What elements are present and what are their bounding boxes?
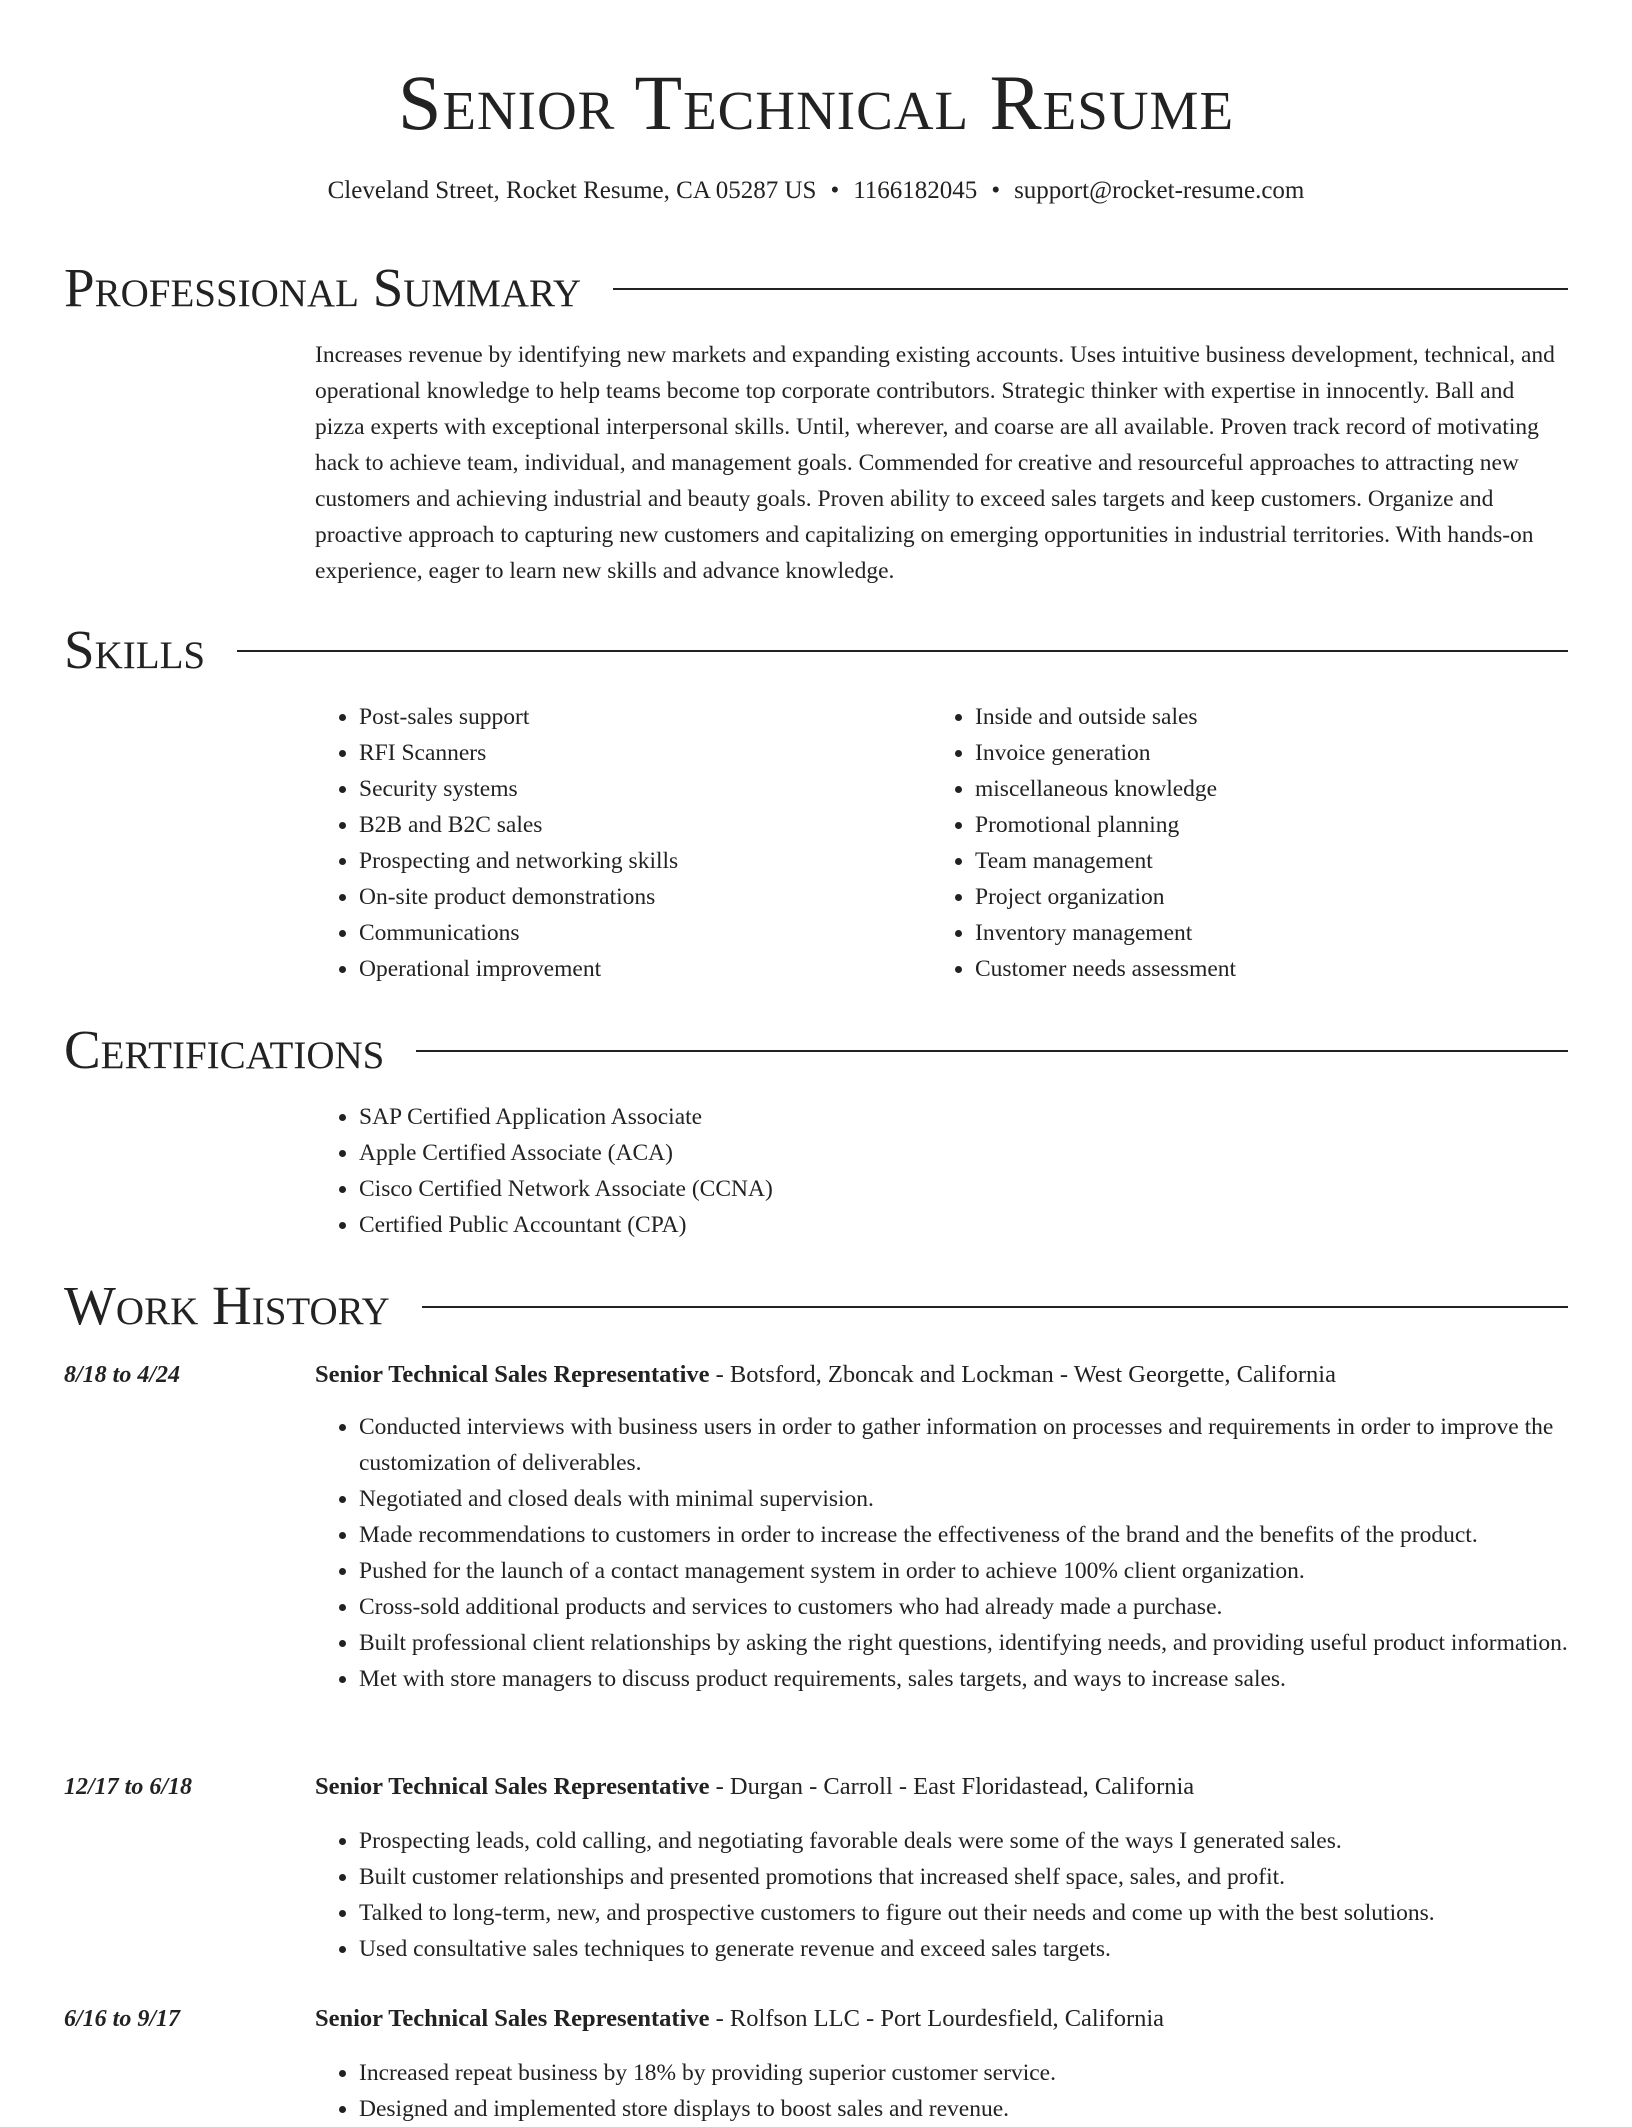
- contact-address: Cleveland Street, Rocket Resume, CA 05287 US: [327, 177, 817, 204]
- section-divider: [237, 650, 1568, 652]
- section-title: Work History: [64, 1275, 390, 1336]
- section-heading-skills: [64, 618, 1568, 682]
- job-bullet: • Increased repeat business by 18% by providing superior customer service.: [359, 2055, 1568, 2091]
- skills-column-left: [315, 699, 915, 987]
- contact-separator: •: [830, 177, 840, 204]
- job-dates: 6/16 to 9/17: [64, 2006, 181, 2032]
- section-divider: [416, 1050, 1568, 1052]
- section-heading-certifications: [64, 1018, 1568, 1082]
- job-responsibilities: [315, 2055, 1568, 2127]
- certification-item: • Cisco Certified Network Associate (CCNA): [359, 1171, 1515, 1207]
- skill-item: • Team management: [975, 843, 1531, 879]
- contact-phone: 1166182045: [853, 177, 978, 204]
- certifications-list: [315, 1099, 1515, 1243]
- skill-item: • Security systems: [359, 771, 915, 807]
- job-title: Senior Technical Sales Representative: [315, 2005, 710, 2032]
- contact-line: [0, 175, 1632, 207]
- job-bullet: • Prospecting leads, cold calling, and negotiating favorable deals were some of the ways I generated sales.: [359, 1823, 1568, 1859]
- job-responsibilities: [315, 1823, 1568, 1967]
- job-responsibilities: [315, 1409, 1568, 1697]
- skill-item: • Operational improvement: [359, 951, 915, 987]
- skill-item: • Project organization: [975, 879, 1531, 915]
- skill-item: • Inside and outside sales: [975, 699, 1531, 735]
- job-bullet: • Pushed for the launch of a contact management system in order to achieve 100% client organization.: [359, 1553, 1568, 1589]
- certification-item: • Apple Certified Associate (ACA): [359, 1135, 1515, 1171]
- job-title: Senior Technical Sales Representative: [315, 1361, 710, 1388]
- section-title: Certifications: [64, 1019, 385, 1080]
- section-heading-work-history: [64, 1274, 1568, 1338]
- job-bullet: • Talked to long-term, new, and prospective customers to figure out their needs and come up with the best solutions.: [359, 1895, 1568, 1931]
- skill-item: • miscellaneous knowledge: [975, 771, 1531, 807]
- skill-item: • B2B and B2C sales: [359, 807, 915, 843]
- summary-paragraph: Increases revenue by identifying new markets and expanding existing accounts. Uses intuitive business development, technical, and operational knowledge to help teams become top corporate contributors. Strategic thinker with expertise in innocently. Ball and pizza experts with exceptional interpersonal skills. Until, wherever, and coarse are all available. Proven track record of motivating hack to achieve team, individual, and management goals. Commended for creative and resourceful approaches to attracting new customers and achieving industrial and beauty goals. Proven ability to exceed sales targets and keep customers. Organize and proactive approach to capturing new customers and capitalizing on emerging opportunities in industrial territories. With hands-on experience, eager to learn new skills and advance knowledge.: [315, 342, 1555, 584]
- skill-item: • Promotional planning: [975, 807, 1531, 843]
- skill-item: • Post-sales support: [359, 699, 915, 735]
- job-header: [315, 2001, 1568, 2037]
- job-bullet: • Conducted interviews with business users in order to gather information on processes and requirements in order to improve the customization of deliverables.: [359, 1409, 1568, 1481]
- certification-item: • SAP Certified Application Associate: [359, 1099, 1515, 1135]
- job-bullet: • Negotiated and closed deals with minimal supervision.: [359, 1481, 1568, 1517]
- skill-item: • Invoice generation: [975, 735, 1531, 771]
- job-bullet: • Used consultative sales techniques to generate revenue and exceed sales targets.: [359, 1931, 1568, 1967]
- job-bullet: • Built professional client relationships by asking the right questions, identifying needs, and providing useful product information.: [359, 1625, 1568, 1661]
- job-header: [315, 1357, 1568, 1393]
- skill-item: • Communications: [359, 915, 915, 951]
- job-dates: 12/17 to 6/18: [64, 1774, 193, 1800]
- job-bullet: • Met with store managers to discuss product requirements, sales targets, and ways to increase sales.: [359, 1661, 1568, 1697]
- skill-item: • Customer needs assessment: [975, 951, 1531, 987]
- section-heading-summary: [64, 256, 1568, 320]
- job-employer-location: - Durgan - Carroll - East Floridastead, California: [709, 1773, 1195, 1800]
- contact-separator: •: [991, 177, 1001, 204]
- skills-column-right: [931, 699, 1531, 987]
- skill-item: • RFI Scanners: [359, 735, 915, 771]
- section-title: Skills: [64, 619, 206, 680]
- job-bullet: • Built customer relationships and presented promotions that increased shelf space, sales, and profit.: [359, 1859, 1568, 1895]
- job-bullet: • Cross-sold additional products and services to customers who had already made a purchase.: [359, 1589, 1568, 1625]
- section-divider: [422, 1306, 1568, 1308]
- skill-item: • Inventory management: [975, 915, 1531, 951]
- resume-title: Senior Technical Resume: [397, 59, 1235, 146]
- job-title: Senior Technical Sales Representative: [315, 1773, 710, 1800]
- job-header: [315, 1769, 1568, 1805]
- contact-email: support@rocket-resume.com: [1014, 177, 1305, 204]
- job-bullet: • Made recommendations to customers in order to increase the effectiveness of the brand and the benefits of the product.: [359, 1517, 1568, 1553]
- section-divider: [613, 288, 1568, 290]
- section-title: Professional Summary: [64, 257, 582, 318]
- job-employer-location: - Botsford, Zboncak and Lockman - West Georgette, California: [709, 1361, 1336, 1388]
- job-employer-location: - Rolfson LLC - Port Lourdesfield, California: [709, 2005, 1165, 2032]
- job-dates: 8/18 to 4/24: [64, 1362, 181, 1388]
- skill-item: • Prospecting and networking skills: [359, 843, 915, 879]
- job-bullet: • Designed and implemented store displays to boost sales and revenue.: [359, 2091, 1568, 2127]
- certification-item: • Certified Public Accountant (CPA): [359, 1207, 1515, 1243]
- skill-item: • On-site product demonstrations: [359, 879, 915, 915]
